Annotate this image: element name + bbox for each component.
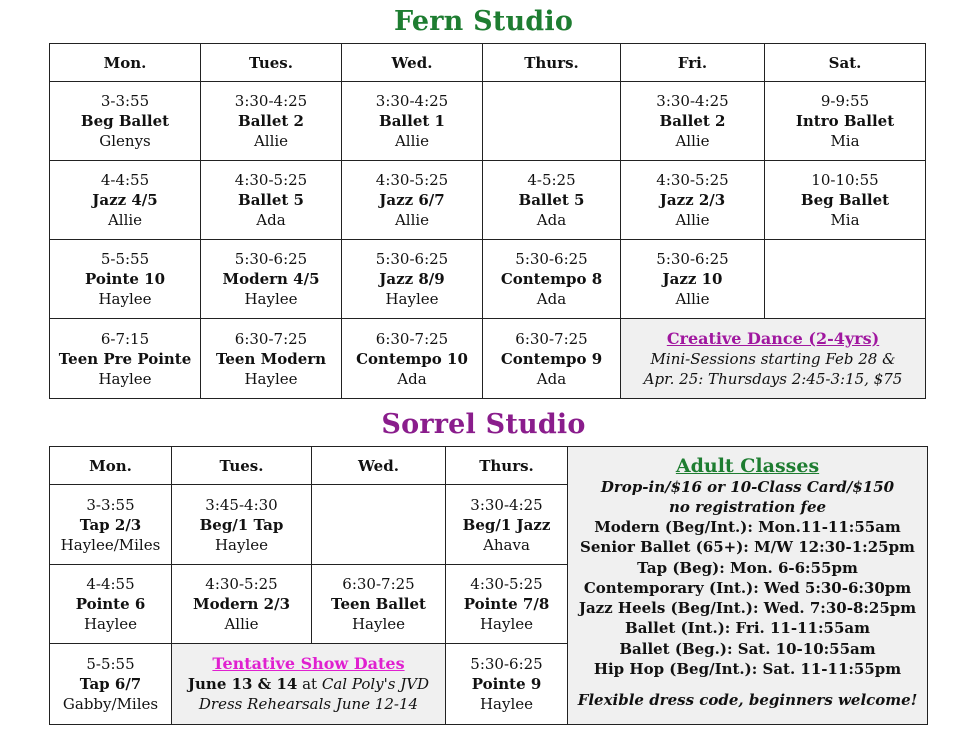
class-cell [483, 319, 621, 399]
class-teacher: Allie [107, 211, 143, 229]
class-name: Teen Ballet [331, 595, 426, 613]
class-teacher: Gabby/Miles [62, 695, 159, 713]
class-time: 4:30-5:25 [234, 171, 308, 189]
class-cell [446, 565, 568, 644]
day-header: Mon. [50, 44, 201, 82]
class-name: Jazz 10 [662, 270, 723, 288]
class-cell [342, 161, 483, 240]
class-time: 5-5:55 [86, 655, 135, 673]
adult-class-item: Senior Ballet (65+): M/W 12:30-1:25pm [580, 538, 915, 557]
class-cell [312, 565, 446, 644]
adult-class-item: Tap (Beg): Mon. 6-6:55pm [637, 558, 858, 577]
class-name: Contempo 8 [500, 270, 603, 288]
class-time: 5:30-6:25 [470, 655, 543, 673]
class-name: Contempo 10 [356, 349, 468, 368]
class-cell [342, 240, 483, 319]
class-teacher: Haylee [98, 369, 152, 388]
class-teacher: Haylee [385, 290, 439, 308]
class-time: 3:45-4:30 [205, 495, 278, 514]
class-cell-empty [765, 240, 926, 319]
fern-schedule-table [49, 43, 926, 399]
class-name: Teen Modern [215, 349, 327, 368]
class-cell [621, 240, 765, 319]
day-header: Wed. [342, 44, 483, 82]
class-time: 4:30-5:25 [656, 171, 729, 189]
class-cell [201, 161, 342, 240]
class-name: Pointe 7/8 [463, 595, 550, 613]
class-teacher: Ada [536, 211, 567, 229]
class-cell [483, 161, 621, 240]
show-dates-title: Tentative Show Dates [212, 654, 405, 673]
class-cell [50, 82, 201, 161]
class-cell [483, 240, 621, 319]
class-teacher: Haylee [244, 290, 298, 308]
creative-dance-line: Mini-Sessions starting Feb 28 & [650, 349, 896, 368]
class-name: Beg Ballet [800, 191, 890, 209]
adult-class-item: Contemporary (Int.): Wed 5:30-6:30pm [583, 578, 912, 597]
class-name: Jazz 8/9 [379, 270, 445, 288]
adult-classes-box [568, 447, 928, 725]
class-time: 3-3:55 [100, 92, 150, 110]
class-time: 4:30-5:25 [375, 171, 449, 189]
class-name: Jazz 2/3 [659, 191, 726, 209]
class-cell [201, 319, 342, 399]
class-cell-empty [312, 485, 446, 565]
class-cell [50, 161, 201, 240]
class-name: Pointe 6 [75, 595, 146, 613]
class-time: 4-4:55 [86, 575, 135, 593]
class-teacher: Ada [536, 290, 567, 308]
class-time: 3:30-4:25 [470, 495, 543, 514]
class-time: 10-10:55 [811, 171, 879, 189]
class-time: 4:30-5:25 [470, 575, 543, 593]
class-teacher: Haylee [83, 615, 138, 633]
creative-dance-title: Creative Dance (2-4yrs) [666, 328, 880, 348]
day-header: Thurs. [483, 44, 621, 82]
class-name: Ballet 2 [238, 112, 304, 130]
class-teacher: Haylee [244, 369, 298, 388]
class-time: 6-7:15 [100, 329, 150, 348]
show-rehearsal-line: Dress Rehearsals June 12-14 [198, 695, 419, 713]
class-name: Pointe 9 [471, 675, 542, 693]
class-name: Intro Ballet [795, 112, 895, 130]
class-name: Ballet 1 [379, 112, 445, 130]
show-dates-line: June 13 & 14 at Cal Poly's JVD [187, 675, 430, 693]
day-header: Fri. [621, 44, 765, 82]
class-name: Jazz 4/5 [92, 191, 158, 209]
adult-class-item: Ballet (Int.): Fri. 11-11:55am [625, 619, 870, 638]
class-teacher: Haylee [479, 695, 534, 713]
class-time: 5:30-6:25 [234, 250, 308, 268]
class-teacher: Ada [536, 369, 567, 388]
class-name: Tap 6/7 [79, 675, 142, 693]
class-cell [50, 485, 172, 565]
class-name: Contempo 9 [500, 349, 603, 368]
class-teacher: Ada [397, 369, 427, 388]
sorrel-schedule-table [49, 446, 928, 725]
class-time: 5:30-6:25 [656, 250, 729, 268]
class-teacher: Mia [830, 211, 860, 229]
class-cell [765, 82, 926, 161]
class-teacher: Allie [224, 615, 259, 633]
adult-classes-title: Adult Classes [675, 455, 820, 477]
class-teacher: Glenys [99, 132, 151, 150]
class-teacher: Haylee/Miles [60, 535, 161, 554]
class-name: Beg/1 Tap [199, 515, 284, 534]
class-time: 6:30-7:25 [234, 329, 308, 348]
sorrel-studio-title: Sorrel Studio [381, 409, 586, 440]
class-time: 3-3:55 [86, 495, 135, 514]
class-teacher: Allie [675, 211, 710, 229]
adult-no-fee: no registration fee [668, 498, 827, 516]
adult-class-item: Modern (Beg/Int.): Mon.11-11:55am [594, 518, 901, 536]
class-name: Modern 2/3 [192, 595, 291, 613]
class-cell [50, 644, 172, 725]
day-header: Mon. [50, 447, 172, 485]
class-name: Jazz 6/7 [379, 191, 445, 209]
adult-class-item: Ballet (Beg.): Sat. 10-10:55am [619, 639, 876, 658]
class-teacher: Allie [253, 132, 289, 150]
class-teacher: Mia [830, 132, 860, 150]
class-time: 3:30-4:25 [234, 92, 308, 110]
class-cell [172, 565, 312, 644]
class-time: 5:30-6:25 [375, 250, 449, 268]
class-cell-empty [483, 82, 621, 161]
class-teacher: Haylee [479, 615, 534, 633]
class-name: Ballet 2 [659, 112, 726, 130]
class-time: 5:30-6:25 [515, 250, 588, 268]
class-name: Tap 2/3 [79, 515, 142, 534]
class-teacher: Ada [256, 211, 286, 229]
class-teacher: Ahava [483, 535, 530, 554]
adult-footer: Flexible dress code, beginners welcome! [577, 691, 918, 710]
class-cell [201, 82, 342, 161]
class-teacher: Allie [675, 132, 710, 150]
class-name: Ballet 5 [238, 191, 304, 209]
adult-pricing: Drop-in/$16 or 10-Class Card/$150 [600, 478, 895, 496]
class-teacher: Allie [394, 132, 430, 150]
class-cell [621, 161, 765, 240]
class-name: Modern 4/5 [222, 270, 320, 288]
class-cell [50, 319, 201, 399]
class-cell [446, 485, 568, 565]
class-time: 6:30-7:25 [342, 575, 415, 593]
class-name: Beg Ballet [80, 112, 170, 130]
day-header: Sat. [765, 44, 926, 82]
class-time: 9-9:55 [820, 92, 870, 110]
class-name: Teen Pre Pointe [58, 349, 192, 368]
day-header: Tues. [172, 447, 312, 485]
class-time: 6:30-7:25 [375, 329, 449, 348]
class-cell [765, 161, 926, 240]
class-cell [446, 644, 568, 725]
creative-dance-line: Apr. 25: Thursdays 2:45-3:15, $75 [643, 369, 903, 388]
class-time: 3:30-4:25 [375, 92, 449, 110]
class-name: Ballet 5 [518, 191, 585, 209]
day-header: Thurs. [446, 447, 568, 485]
day-header: Wed. [312, 447, 446, 485]
class-cell [621, 82, 765, 161]
class-time: 5-5:55 [100, 250, 150, 268]
class-cell [50, 565, 172, 644]
show-dates-box [172, 644, 446, 725]
class-time: 6:30-7:25 [515, 329, 588, 348]
class-time: 4-4:55 [100, 171, 150, 189]
day-header: Tues. [201, 44, 342, 82]
class-time: 4:30-5:25 [205, 575, 278, 593]
class-cell [201, 240, 342, 319]
class-time: 4-5:25 [527, 171, 576, 189]
adult-class-item: Jazz Heels (Beg/Int.): Wed. 7:30-8:25pm [578, 599, 917, 618]
class-name: Beg/1 Jazz [462, 515, 551, 534]
class-teacher: Haylee [351, 615, 406, 633]
class-cell [342, 319, 483, 399]
class-cell [172, 485, 312, 565]
class-teacher: Allie [394, 211, 430, 229]
fern-studio-title: Fern Studio [393, 6, 574, 37]
creative-dance-box [621, 319, 926, 399]
class-time: 3:30-4:25 [656, 92, 729, 110]
adult-class-item: Hip Hop (Beg/Int.): Sat. 11-11:55pm [593, 660, 902, 679]
class-teacher: Allie [675, 290, 710, 308]
class-cell [50, 240, 201, 319]
class-cell [342, 82, 483, 161]
class-name: Pointe 10 [84, 270, 166, 288]
class-teacher: Haylee [214, 535, 269, 554]
class-teacher: Haylee [98, 290, 152, 308]
